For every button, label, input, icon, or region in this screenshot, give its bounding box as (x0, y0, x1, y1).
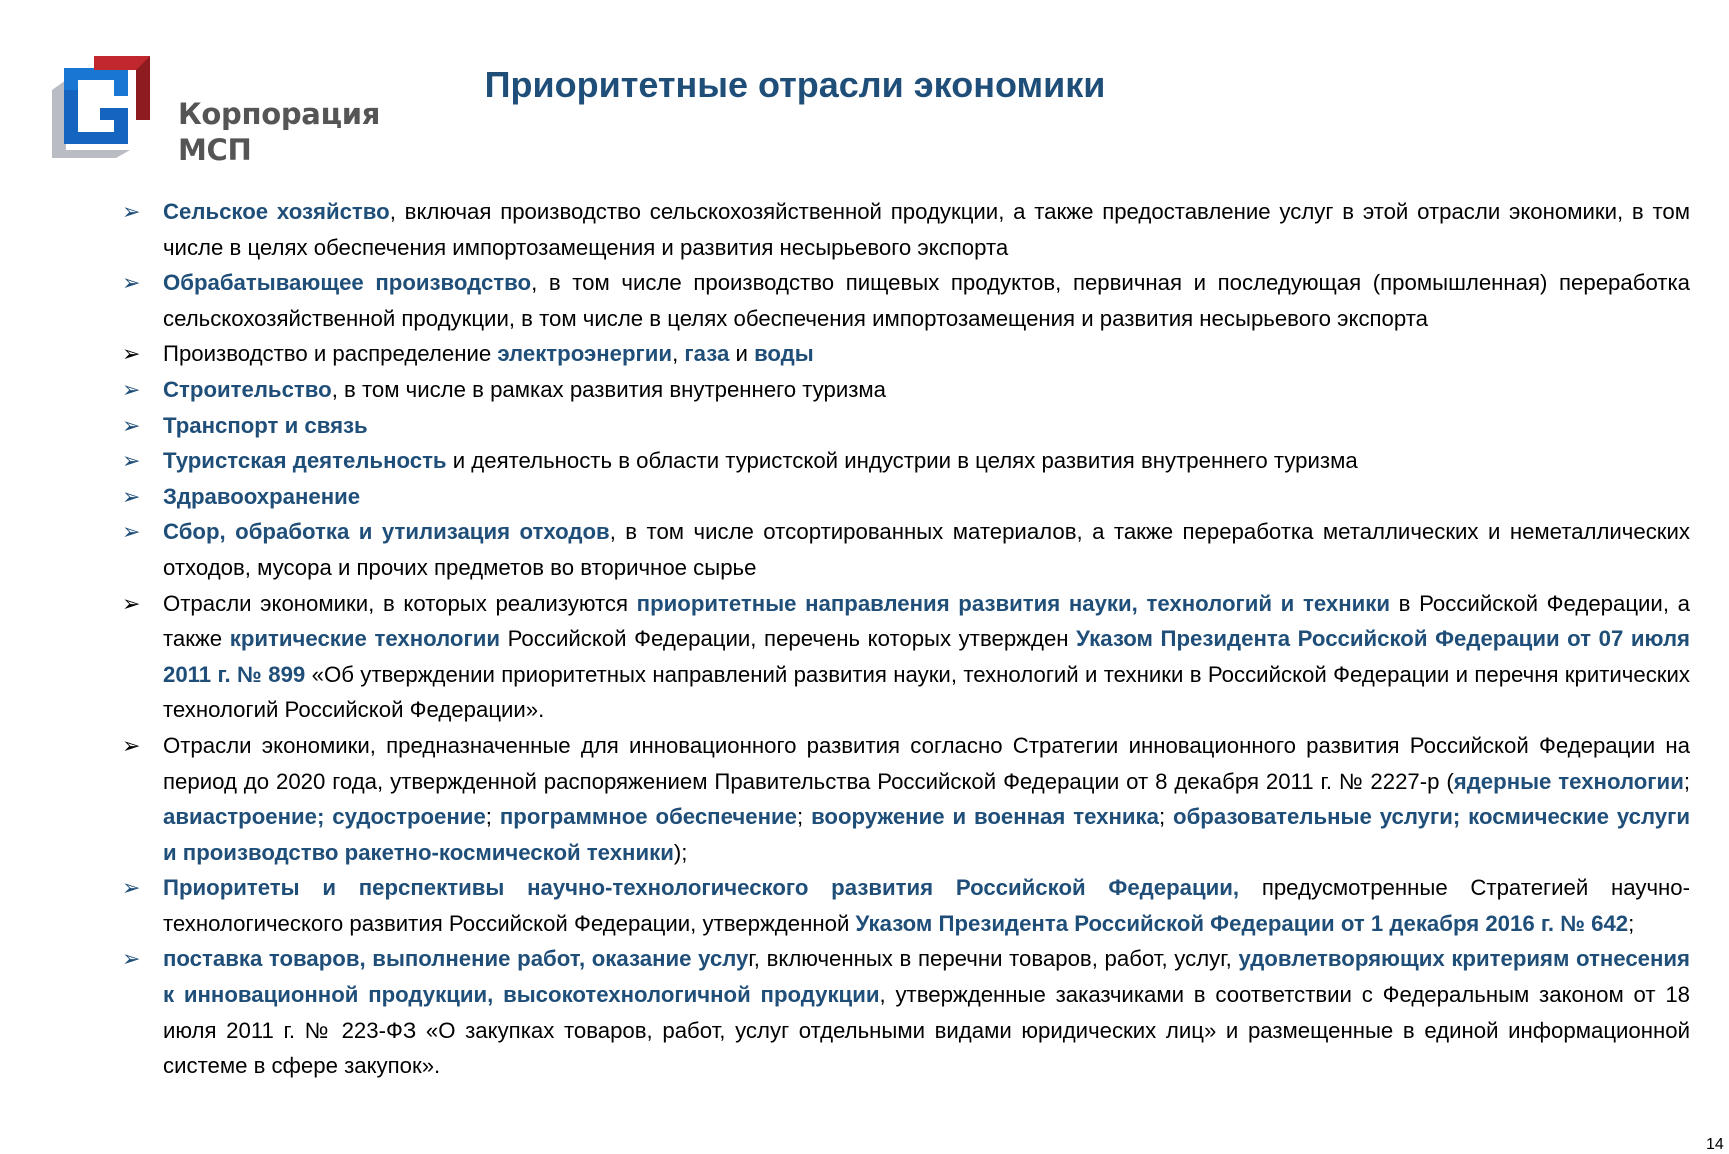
list-item (122, 586, 1690, 728)
arrow-bullet-icon: ➢ (122, 448, 141, 474)
body-text: и (729, 341, 755, 367)
list-item (122, 728, 1690, 870)
highlighted-text: Сбор, обработка и утилизация отходов (163, 519, 610, 545)
highlighted-text: электроэнергии (497, 341, 673, 367)
arrow-bullet-icon: ➢ (122, 875, 141, 901)
body-text: Производство и распределение (163, 341, 498, 367)
list-item (122, 870, 1690, 941)
logo-line-1: Корпорация (178, 97, 381, 131)
body-text: в Российской Федерации, а также (163, 590, 1690, 652)
highlighted-text: образовательные услуги; космические услуги и производство ракетно-космической техники (163, 804, 1691, 865)
list-item (122, 336, 1690, 372)
body-text: ); (673, 839, 688, 865)
arrow-bullet-icon: ➢ (122, 483, 141, 509)
arrow-bullet-icon: ➢ (122, 199, 141, 224)
highlighted-text: Туристская деятельность (163, 448, 447, 474)
highlighted-text: Указом Президента Российской Федерации от 1 декабря 2016 г. № 642 (855, 910, 1629, 936)
arrow-bullet-icon: ➢ (122, 946, 141, 972)
body-text: предусмотренные Стратегией научно-технологического развития Российской Федерации, утвержденной (163, 875, 1690, 936)
highlighted-text: Приоритеты и перспективы научно-технологического развития Российской Федерации, (163, 875, 1240, 901)
body-text: г, включенных в перечни товаров, работ, услуг, (748, 946, 1239, 972)
arrow-bullet-icon: ➢ (122, 270, 141, 296)
arrow-bullet-icon: ➢ (122, 412, 141, 438)
arrow-bullet-icon: ➢ (122, 341, 141, 367)
page-number: 14 (1706, 1136, 1724, 1153)
list-item (122, 514, 1690, 585)
body-text: ; (1158, 804, 1174, 830)
body-text: ; (485, 804, 500, 830)
logo-line-2: МСП (178, 133, 252, 167)
list-item (122, 479, 1690, 515)
body-text: , в том числе производство пищевых продуктов, первичная и последующая (промышленная) переработка сельскохозяйственной продукции, в том числе в целях обеспечения импортозамещения и развития несырьевого экспорта (163, 270, 1690, 331)
highlighted-text: Транспорт и связь (163, 412, 368, 438)
highlighted-text: авиастроение; судостроение (163, 804, 486, 830)
slide-content (122, 194, 1690, 1084)
body-text: , утвержденные заказчиками в соответствии с Федеральным законом от 18 июля 2011 г. № 223-ФЗ «О закупках товаров, работ, услуг отдельными видами юридических лиц» и размещенные в единой информационной системе в сфере закупок». (163, 982, 1690, 1079)
highlighted-text: Сельское хозяйство (163, 199, 390, 224)
arrow-bullet-icon: ➢ (122, 732, 141, 758)
body-text: , (672, 341, 685, 367)
arrow-bullet-icon: ➢ (122, 590, 141, 616)
highlighted-text: программное обеспечение (499, 804, 797, 830)
body-text: , включая производство сельскохозяйственной продукции, а также предоставление услуг в этой отрасли экономики, в том числе в целях обеспечения импортозамещения и развития несырьевого экспорта (163, 199, 1690, 260)
highlighted-text: Строительство (163, 376, 332, 402)
logo-text (178, 96, 380, 168)
body-text: ; (1683, 768, 1691, 794)
list-item (122, 265, 1690, 336)
arrow-bullet-icon: ➢ (122, 519, 141, 545)
body-text: , в том числе в рамках развития внутреннего туризма (331, 376, 887, 402)
highlighted-text: Обрабатывающее производство (163, 270, 532, 296)
body-text: , в том числе отсортированных материалов, а также переработка металлических и неметаллических отходов, мусора и прочих предметов во вторичное сырье (163, 519, 1690, 580)
list-item (122, 194, 1690, 265)
list-item (122, 372, 1690, 408)
page-title: Приоритетные отрасли экономики (484, 64, 1106, 105)
arrow-bullet-icon: ➢ (122, 376, 141, 402)
body-text: ; (796, 804, 812, 830)
highlighted-text: Указом Президента Российской Федерации от 07 июля 2011 г. № 899 (163, 626, 1690, 687)
highlighted-text: приоритетные направления развития науки, технологий и техники (636, 590, 1390, 616)
highlighted-text: критические технологии (229, 626, 501, 652)
list-item (122, 443, 1690, 479)
highlighted-text: поставка товаров, выполнение работ, оказание услу (163, 946, 749, 972)
highlighted-text: ядерные технологии (1453, 768, 1684, 794)
list-item (122, 408, 1690, 444)
body-text: «Об утверждении приоритетных направлений развития науки, технологий и техники в Российской Федерации и перечня критических технологий Российской Федерации». (163, 661, 1690, 723)
highlighted-text: воды (754, 341, 814, 367)
highlighted-text: удовлетворяющих критериям отнесения к инновационной продукции, высокотехнологичной продукции (163, 946, 1691, 1008)
highlighted-text: Здравоохранение (163, 483, 361, 509)
body-text: ; (1628, 910, 1635, 936)
body-text: Отрасли экономики, предназначенные для инновационного развития согласно Стратегии инновационного развития Российской Федерации на период до 2020 года, утвержденной распоряжением Правительства Российской Федерации от 8 декабря 2011 г. № 2227-р ( (163, 732, 1690, 794)
body-text: и деятельность в области туристской индустрии в целях развития внутреннего туризма (446, 448, 1358, 474)
priority-industries-list (122, 194, 1690, 1084)
list-item (122, 941, 1690, 1083)
highlighted-text: вооружение и военная техника (811, 804, 1159, 830)
body-text: Отрасли экономики, в которых реализуются (163, 590, 637, 616)
body-text: Российской Федерации, перечень которых утвержден (500, 626, 1077, 652)
highlighted-text: газа (684, 341, 730, 367)
